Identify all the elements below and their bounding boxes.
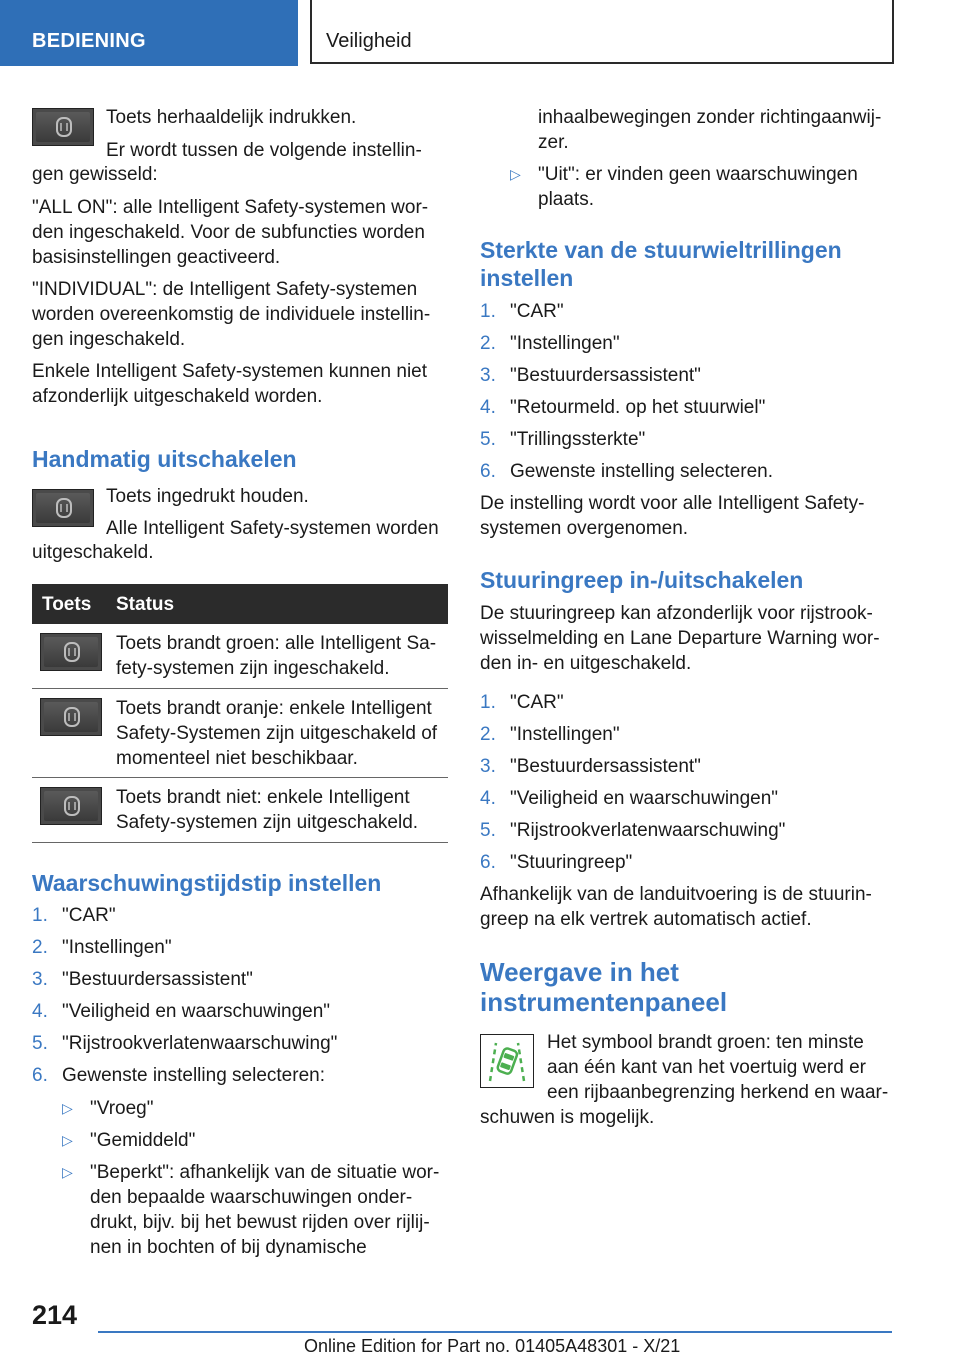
list-number: 2. (32, 937, 48, 958)
list-number: 5. (32, 1033, 48, 1054)
list-text-line: nen in bochten of bij dynamische (90, 1237, 367, 1258)
list-text-line: "Uit": er vinden geen waarschuwingen (538, 164, 858, 185)
table-header-toets: Toets (42, 594, 92, 615)
paragraph: schuwen is mogelijk. (480, 1107, 655, 1128)
header-section-tab (0, 0, 298, 66)
paragraph: den ingeschakeld. Voor de subfuncties worden (32, 222, 425, 243)
list-text: "Bestuurdersassistent" (510, 365, 701, 386)
list-number: 1. (32, 905, 48, 926)
heading-vibration-strength (480, 236, 896, 292)
list-text: "Gemiddeld" (90, 1130, 196, 1151)
paragraph: "INDIVIDUAL": de Intelligent Safety-systemen (32, 279, 418, 300)
intelligent-safety-button-icon (40, 787, 102, 825)
triangle-bullet-icon: ▷ (62, 1100, 73, 1116)
heading-line: instrumentenpaneel (480, 987, 728, 1017)
paragraph: afzonderlijk uitgeschakeld worden. (32, 386, 323, 407)
table-cell: Safety-Systemen zijn uitgeschakeld of (116, 723, 438, 744)
status-table-header (32, 584, 448, 624)
list-number: 4. (480, 397, 496, 418)
paragraph: Alle Intelligent Safety-systemen worden (106, 518, 439, 539)
table-row (32, 624, 448, 689)
list-text: "Instellingen" (510, 724, 620, 745)
heading-instrument-display (480, 957, 896, 1017)
list-number: 3. (32, 969, 48, 990)
list-number: 2. (480, 333, 496, 354)
list-text: "Bestuurdersassistent" (62, 969, 253, 990)
list-text: "Instellingen" (62, 937, 172, 958)
triangle-bullet-icon: ▷ (510, 166, 521, 182)
paragraph: zer. (538, 132, 569, 153)
list-number: 3. (480, 756, 496, 777)
lane-departure-warning-icon (480, 1034, 534, 1088)
header-chapter-label: Veiligheid (326, 30, 412, 52)
heading-manual-off: Handmatig uitschakelen (32, 446, 297, 472)
triangle-bullet-icon: ▷ (62, 1164, 73, 1180)
list-number: 6. (480, 461, 496, 482)
list-text-line: drukt, bijv. bij het bewust rijden over rijlij- (90, 1212, 430, 1233)
list-number: 1. (480, 301, 496, 322)
paragraph: een rijbaanbegrenzing herkend en waar- (547, 1082, 889, 1103)
paragraph: Toets ingedrukt houden. (106, 486, 309, 507)
paragraph: De instelling wordt voor alle Intelligent Safety- (480, 493, 865, 514)
paragraph: aan één kant van het voertuig werd er (547, 1057, 866, 1078)
heading-line: Sterkte van de stuurwieltrillingen (480, 237, 842, 263)
heading-warning-time: Waarschuwingstijdstip instellen (32, 870, 382, 896)
intelligent-safety-button-icon (40, 633, 102, 671)
list-number: 6. (32, 1065, 48, 1086)
paragraph: wisselmelding en Lane Departure Warning wor- (480, 628, 880, 649)
list-text-line: "Beperkt": afhankelijk van de situatie wor- (90, 1162, 440, 1183)
paragraph: Er wordt tussen de volgende instellin- (106, 140, 422, 161)
list-text: "Veiligheid en waarschuwingen" (510, 788, 779, 809)
list-text: "Rijstrookverlatenwaarschuwing" (62, 1033, 338, 1054)
paragraph: greep na elk vertrek automatisch actief. (480, 909, 812, 930)
list-number: 5. (480, 820, 496, 841)
heading-line: Weergave in het (480, 957, 679, 987)
table-cell: Toets brandt niet: enkele Intelligent (116, 787, 410, 808)
list-text: Gewenste instelling selecteren. (510, 461, 773, 482)
table-row (32, 778, 448, 843)
table-row (32, 689, 448, 778)
triangle-bullet-icon: ▷ (62, 1132, 73, 1148)
paragraph: basisinstellingen geactiveerd. (32, 247, 281, 268)
list-text-line: den bepaalde waarschuwingen onder- (90, 1187, 413, 1208)
table-cell: Safety-systemen zijn uitgeschakeld. (116, 812, 419, 833)
list-text: "CAR" (62, 905, 116, 926)
list-text-line: plaats. (538, 189, 594, 210)
intelligent-safety-button-icon (40, 698, 102, 736)
list-number: 4. (480, 788, 496, 809)
intelligent-safety-button-icon (32, 108, 94, 146)
paragraph: inhaalbewegingen zonder richtingaanwij- (538, 107, 882, 128)
paragraph: De stuuringreep kan afzonderlijk voor rijstrook- (480, 603, 873, 624)
list-text (538, 162, 896, 212)
list-text: Gewenste instelling selecteren: (62, 1065, 325, 1086)
table-cell: Toets brandt oranje: enkele Intelligent (116, 698, 432, 719)
table-cell: momenteel niet beschikbaar. (116, 748, 358, 769)
list-text: "Vroeg" (90, 1098, 154, 1119)
paragraph: gen ingeschakeld. (32, 329, 186, 350)
paragraph: den in- en uitgeschakeld. (480, 653, 692, 674)
list-number: 3. (480, 365, 496, 386)
list-number: 2. (480, 724, 496, 745)
list-number: 1. (480, 692, 496, 713)
intelligent-safety-button-icon (32, 489, 94, 527)
list-text: "Retourmeld. op het stuurwiel" (510, 397, 766, 418)
list-number: 6. (480, 852, 496, 873)
list-number: 4. (32, 1001, 48, 1022)
list-text: "CAR" (510, 301, 564, 322)
header-chapter-tab (310, 0, 894, 64)
footer-edition: Online Edition for Part no. 01405A48301 - X/21 (304, 1336, 681, 1356)
table-header-status: Status (116, 594, 175, 615)
list-text (90, 1160, 448, 1260)
heading-steering-intervention: Stuuringreep in-/uitschakelen (480, 567, 804, 593)
paragraph: worden overeenkomstig de individuele instellin- (32, 304, 431, 325)
page-number: 214 (32, 1300, 78, 1330)
paragraph: gen gewisseld: (32, 164, 158, 185)
list-text: "Bestuurdersassistent" (510, 756, 701, 777)
paragraph: Enkele Intelligent Safety-systemen kunnen niet (32, 361, 428, 382)
table-cell: Toets brandt groen: alle Intelligent Sa- (116, 633, 437, 654)
table-cell: fety-systemen zijn ingeschakeld. (116, 658, 390, 679)
list-text: "Instellingen" (510, 333, 620, 354)
paragraph: systemen overgenomen. (480, 518, 689, 539)
list-text: "Trillingssterkte" (510, 429, 646, 450)
header-section-label: BEDIENING (32, 30, 146, 52)
list-number: 5. (480, 429, 496, 450)
heading-line: instellen (480, 265, 574, 291)
paragraph: uitgeschakeld. (32, 542, 154, 563)
list-text: "Veiligheid en waarschuwingen" (62, 1001, 331, 1022)
footer-divider (98, 1331, 892, 1333)
list-text: "Stuuringreep" (510, 852, 633, 873)
list-text: "CAR" (510, 692, 564, 713)
paragraph: Toets herhaaldelijk indrukken. (106, 107, 357, 128)
paragraph: Afhankelijk van de landuitvoering is de stuurin- (480, 884, 872, 905)
paragraph: "ALL ON": alle Intelligent Safety-systemen wor- (32, 197, 429, 218)
list-text: "Rijstrookverlatenwaarschuwing" (510, 820, 786, 841)
paragraph: Het symbool brandt groen: ten minste (547, 1032, 864, 1053)
